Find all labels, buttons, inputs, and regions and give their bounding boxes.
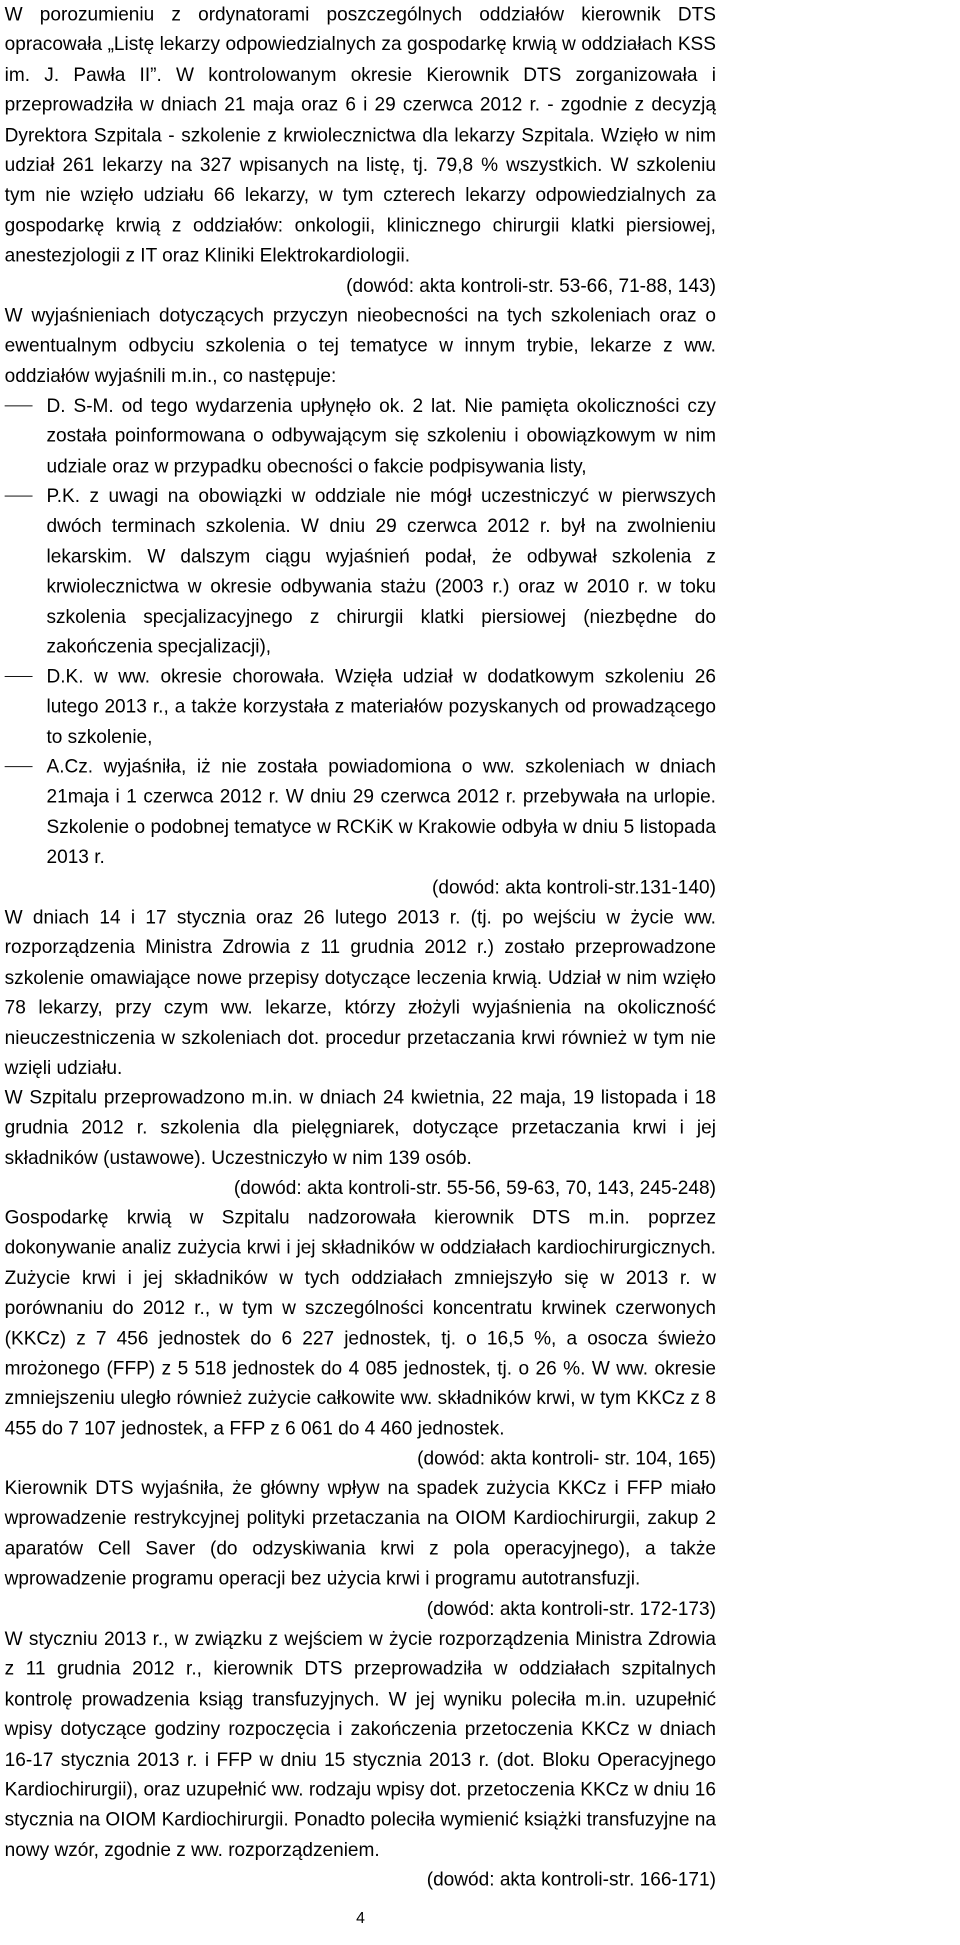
- paragraph-szkolenia-pielegniarek: W Szpitalu przeprowadzono m.in. w dniach 24 kwietnia, 22 maja, 19 listopada i 18 grudnia 2012 r. szkolenia dla pielęgniarek, dotyczące przetaczania krwi i jej składników (ustawowe). Uczestniczyło w nim 139 osób.: [4, 1086, 716, 1169]
- list-item-text: D.K. w ww. okresie chorowała. Wzięła udział w dodatkowym szkoleniu 26 lutego 2013 r., a także korzystała z materiałów pozyskanych od prowadzącego to szkolenie,: [46, 665, 716, 748]
- list-item: [5, 391, 716, 481]
- evidence-reference: (dowód: akta kontroli-str. 172-173): [426, 1598, 716, 1620]
- list-item: [5, 752, 716, 873]
- page-number: 4: [356, 1908, 365, 1927]
- paragraph-wyjasnienia-intro: W wyjaśnieniach dotyczących przyczyn nieobecności na tych szkoleniach oraz o ewentualnym odbyciu szkolenia o tej tematyce w innym trybie, lekarze z ww. oddziałów wyjaśnili m.in., co następuje:: [4, 304, 716, 387]
- evidence-reference: (dowód: akta kontroli-str. 166-171): [426, 1868, 716, 1891]
- list-item-text: P.K. z uwagi na obowiązki w oddziale nie mógł uczestniczyć w pierwszych dwóch terminach szkolenia. W dniu 29 czerwca 2012 r. był na zwolnieniu lekarskim. W dalszym ciągu wyjaśnień podał, że odbywał szkolenia z krwiolecznictwa w okresie odbywania stażu (2003 r.) oraz w 2010 r. w toku szkolenia specjalizacyjnego z chirurgii klatki piersiowej (niezbędne do zakończenia specjalizacji),: [46, 485, 716, 658]
- paragraph-lekarze-szkolenie: W porozumieniu z ordynatorami poszczególnych oddziałów kierownik DTS opracowała „Listę lekarzy odpowiedzialnych za gospodarkę krwią w oddziałach KSS im. J. Pawła II”. W kontrolowanym okresie Kierownik DTS zorganizowała i przeprowadziła w dniach 21 maja oraz 6 i 29 czerwca 2012 r. - zgodnie z decyzją Dyrektora Szpitala - szkolenie z krwiolecznictwa dla lekarzy Szpitala. Wzięło w nim udział 261 lekarzy na 327 wpisanych na listę, tj. 79,8 % wszystkich. W szkoleniu tym nie wzięło udziału 66 lekarzy, w tym czterech lekarzy odpowiedzialnych za gospodarkę krwią z oddziałów: onkologii, klinicznego chirurgii klatki piersiowej, anestezjologii z IT oraz Kliniki Elektrokardiologii.: [4, 3, 716, 267]
- list-item: [5, 662, 716, 752]
- evidence-reference: (dowód: akta kontroli- str. 104, 165): [417, 1447, 716, 1470]
- list-item-text: A.Cz. wyjaśniła, iż nie została powiadomiona o ww. szkoleniach w dniach 21maja i 1 czerwca 2012 r. W dniu 29 czerwca 2012 r. przebywała na urlopie. Szkolenie o podobnej tematyce w RCKiK w Krakowie odbyła w dniu 5 listopada 2013 r.: [46, 755, 716, 868]
- list-item: [5, 482, 716, 663]
- list-item-text: D. S-M. od tego wydarzenia upłynęło ok. 2 lat. Nie pamięta okoliczności czy została poinformowana o odbywającym się szkoleniu i obowiązkowym w nim udziale oraz w przypadku obecności o fakcie podpisywania listy,: [46, 395, 716, 477]
- paragraph-szkolenie-2013: W dniach 14 i 17 stycznia oraz 26 lutego 2013 r. (tj. po wejściu w życie ww. rozporządzenia Ministra Zdrowia z 11 grudnia 2012 r.) zostało przeprowadzone szkolenie omawiające nowe przepisy dotyczące leczenia krwią. Udział w nim wzięło 78 lekarzy, przy czym ww. lekarze, którzy złożyli wyjaśnienia na okoliczność nieuczestniczenia w szkoleniach dot. procedur przetaczania krwi również w tym nie wzięli udziału.: [4, 906, 716, 1079]
- dash-bullet: [5, 766, 33, 767]
- dash-bullet: [5, 496, 33, 497]
- evidence-reference: (dowód: akta kontroli-str. 55-56, 59-63, 70, 143, 245-248): [233, 1177, 716, 1199]
- paragraph-zuzycie-krwi: Gospodarkę krwią w Szpitalu nadzorowała kierownik DTS m.in. poprzez dokonywanie analiz zużycia krwi i jej składników w oddziałach kardiochirurgicznych. Zużycie krwi i jej składników w tych oddziałach zmniejszyło się w 2013 r. w porównaniu do 2012 r., w tym w szczególności koncentratu krwinek czerwonych (KKCz) z 7 456 jednostek do 6 227 jednostek, tj. o 16,5 %, a osocza świeżo mrożonego (FFP) z 5 518 jednostek do 4 085 jednostek, tj. o 26 %. W ww. okresie zmniejszeniu uległo również zużycie całkowite ww. składników krwi, w tym KKCz z 8 455 do 7 107 jednostek, a FFP z 6 061 do 4 460 jednostek.: [4, 1206, 716, 1440]
- paragraph-wyjasnienia-kierownika: Kierownik DTS wyjaśniła, że główny wpływ na spadek zużycia KKCz i FFP miało wprowadzenie restrykcyjnej polityki przetaczania na OIOM Kardiochirurgii, zakup 2 aparatów Cell Saver (do odzyskiwania krwi z pola operacyjnego), a także wprowadzenie programu operacji bez użycia krwi i programu autotransfuzji.: [4, 1477, 716, 1590]
- paragraph-kontrola-ksiag: W styczniu 2013 r., w związku z wejściem w życie rozporządzenia Ministra Zdrowia z 11 grudnia 2012 r., kierownik DTS przeprowadziła w oddziałach szpitalnych kontrolę prowadzenia ksiąg transfuzyjnych. W jej wyniku poleciła m.in. uzupełnić wpisy dotyczące godziny rozpoczęcia i zakończenia przetoczenia KKCz w dniach 16-17 stycznia 2013 r. i FFP w dniu 15 stycznia 2013 r. (dot. Bloku Operacyjnego Kardiochirurgii), oraz uzupełnić ww. rodzaju wpisy dot. przetoczenia KKCz w dniu 16 stycznia na OIOM Kardiochirurgii. Ponadto poleciła wymienić książki transfuzyjne na nowy wzór, zgodnie z ww. rozporządzeniem.: [4, 1628, 716, 1861]
- dash-bullet: [5, 405, 33, 406]
- dash-bullet: [5, 676, 33, 677]
- evidence-reference: (dowód: akta kontroli-str.131-140): [432, 876, 716, 899]
- evidence-reference: (dowód: akta kontroli-str. 53-66, 71-88, 143): [346, 275, 716, 297]
